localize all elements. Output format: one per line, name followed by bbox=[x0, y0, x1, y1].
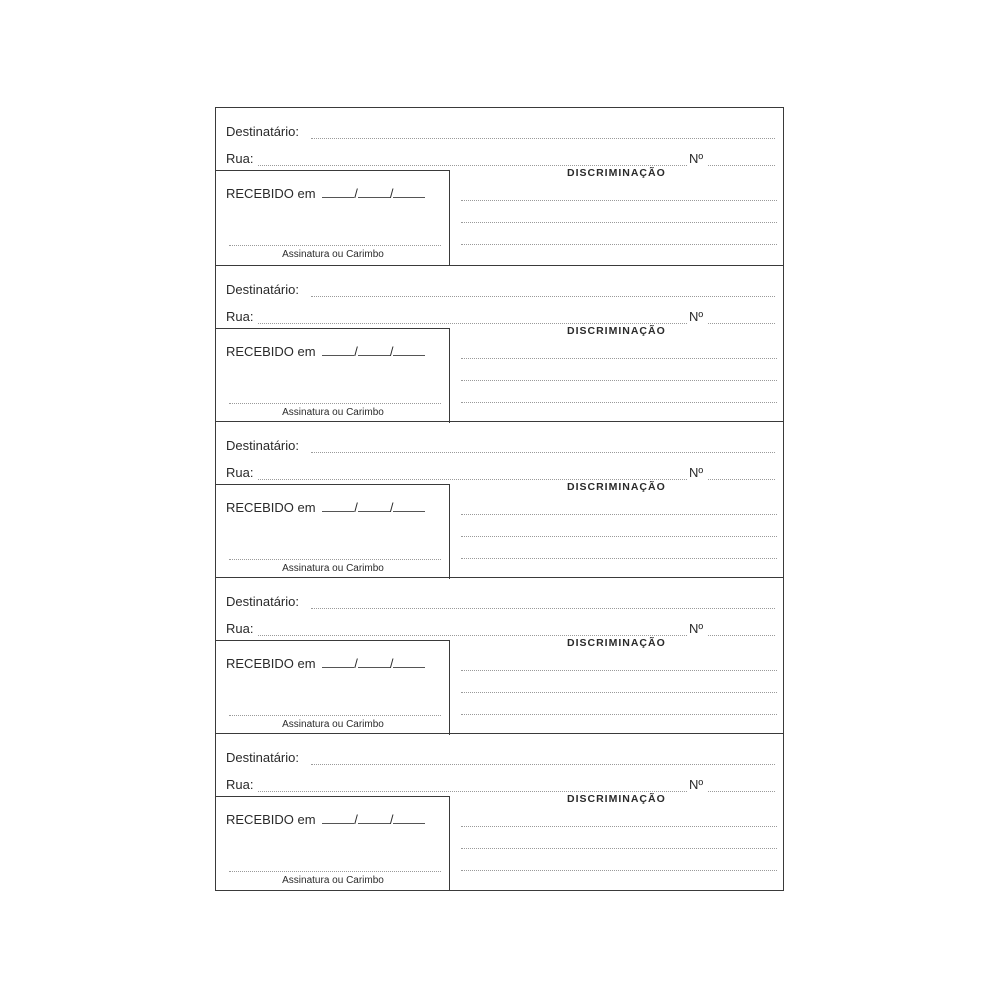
receipt-form bbox=[215, 107, 784, 891]
date-separator: / bbox=[354, 656, 358, 671]
signature-label: Assinatura ou Carimbo bbox=[282, 719, 384, 730]
numero-field[interactable] bbox=[708, 165, 775, 166]
rua-label: Rua: bbox=[226, 621, 254, 636]
numero-label: Nº bbox=[689, 621, 704, 636]
discriminacao-line[interactable] bbox=[461, 244, 777, 245]
signature-label: Assinatura ou Carimbo bbox=[282, 249, 384, 260]
received-date-line bbox=[226, 186, 425, 201]
rua-label: Rua: bbox=[226, 465, 254, 480]
discriminacao-title: DISCRIMINAÇÃO bbox=[567, 325, 666, 337]
day-field[interactable] bbox=[322, 813, 354, 824]
rua-label: Rua: bbox=[226, 151, 254, 166]
rua-field[interactable] bbox=[258, 323, 687, 324]
rua-field[interactable] bbox=[258, 791, 687, 792]
month-field[interactable] bbox=[358, 187, 390, 198]
rua-field[interactable] bbox=[258, 635, 687, 636]
date-separator: / bbox=[389, 656, 394, 671]
date-separator: / bbox=[389, 186, 394, 201]
numero-field[interactable] bbox=[708, 479, 775, 480]
receipt-slip bbox=[216, 108, 783, 265]
discriminacao-line[interactable] bbox=[461, 536, 777, 537]
signature-field[interactable] bbox=[229, 245, 441, 246]
date-separator: / bbox=[354, 186, 358, 201]
destinatario-field[interactable] bbox=[311, 608, 775, 609]
destinatario-field[interactable] bbox=[311, 764, 775, 765]
received-date-line bbox=[226, 812, 425, 827]
recebido-label: RECEBIDO em bbox=[226, 186, 316, 201]
recebido-label: RECEBIDO em bbox=[226, 500, 316, 515]
date-separator: / bbox=[389, 344, 394, 359]
destinatario-label: Destinatário: bbox=[226, 594, 299, 609]
discriminacao-title: DISCRIMINAÇÃO bbox=[567, 167, 666, 179]
day-field[interactable] bbox=[322, 657, 354, 668]
destinatario-label: Destinatário: bbox=[226, 282, 299, 297]
signature-label: Assinatura ou Carimbo bbox=[282, 563, 384, 574]
destinatario-field[interactable] bbox=[311, 452, 775, 453]
signature-label: Assinatura ou Carimbo bbox=[282, 875, 384, 886]
destinatario-label: Destinatário: bbox=[226, 750, 299, 765]
month-field[interactable] bbox=[358, 501, 390, 512]
signature-field[interactable] bbox=[229, 403, 441, 404]
rua-label: Rua: bbox=[226, 309, 254, 324]
received-box bbox=[216, 328, 450, 423]
day-field[interactable] bbox=[322, 501, 354, 512]
rua-label: Rua: bbox=[226, 777, 254, 792]
year-field[interactable] bbox=[393, 187, 425, 198]
recebido-label: RECEBIDO em bbox=[226, 656, 316, 671]
signature-field[interactable] bbox=[229, 559, 441, 560]
discriminacao-line[interactable] bbox=[461, 514, 777, 515]
discriminacao-line[interactable] bbox=[461, 222, 777, 223]
destinatario-label: Destinatário: bbox=[226, 438, 299, 453]
date-separator: / bbox=[354, 500, 358, 515]
discriminacao-title: DISCRIMINAÇÃO bbox=[567, 481, 666, 493]
year-field[interactable] bbox=[393, 657, 425, 668]
receipt-slip bbox=[216, 265, 783, 422]
destinatario-field[interactable] bbox=[311, 296, 775, 297]
numero-field[interactable] bbox=[708, 323, 775, 324]
recebido-label: RECEBIDO em bbox=[226, 344, 316, 359]
date-separator: / bbox=[389, 812, 394, 827]
numero-field[interactable] bbox=[708, 635, 775, 636]
numero-label: Nº bbox=[689, 777, 704, 792]
recebido-label: RECEBIDO em bbox=[226, 812, 316, 827]
discriminacao-line[interactable] bbox=[461, 826, 777, 827]
receipt-slip bbox=[216, 421, 783, 578]
discriminacao-title: DISCRIMINAÇÃO bbox=[567, 637, 666, 649]
discriminacao-line[interactable] bbox=[461, 558, 777, 559]
month-field[interactable] bbox=[358, 345, 390, 356]
numero-field[interactable] bbox=[708, 791, 775, 792]
month-field[interactable] bbox=[358, 657, 390, 668]
month-field[interactable] bbox=[358, 813, 390, 824]
numero-label: Nº bbox=[689, 309, 704, 324]
received-box bbox=[216, 484, 450, 579]
discriminacao-line[interactable] bbox=[461, 380, 777, 381]
received-box bbox=[216, 640, 450, 735]
destinatario-field[interactable] bbox=[311, 138, 775, 139]
destinatario-label: Destinatário: bbox=[226, 124, 299, 139]
year-field[interactable] bbox=[393, 813, 425, 824]
received-box bbox=[216, 170, 450, 265]
date-separator: / bbox=[354, 344, 358, 359]
received-date-line bbox=[226, 656, 425, 671]
numero-label: Nº bbox=[689, 465, 704, 480]
rua-field[interactable] bbox=[258, 479, 687, 480]
received-date-line bbox=[226, 500, 425, 515]
day-field[interactable] bbox=[322, 187, 354, 198]
discriminacao-line[interactable] bbox=[461, 670, 777, 671]
discriminacao-title: DISCRIMINAÇÃO bbox=[567, 793, 666, 805]
rua-field[interactable] bbox=[258, 165, 687, 166]
discriminacao-line[interactable] bbox=[461, 358, 777, 359]
signature-label: Assinatura ou Carimbo bbox=[282, 407, 384, 418]
year-field[interactable] bbox=[393, 501, 425, 512]
receipt-slip bbox=[216, 577, 783, 734]
date-separator: / bbox=[354, 812, 358, 827]
discriminacao-line[interactable] bbox=[461, 714, 777, 715]
received-box bbox=[216, 796, 450, 891]
discriminacao-line[interactable] bbox=[461, 402, 777, 403]
year-field[interactable] bbox=[393, 345, 425, 356]
discriminacao-line[interactable] bbox=[461, 692, 777, 693]
received-date-line bbox=[226, 344, 425, 359]
discriminacao-line[interactable] bbox=[461, 200, 777, 201]
numero-label: Nº bbox=[689, 151, 704, 166]
date-separator: / bbox=[389, 500, 394, 515]
discriminacao-line[interactable] bbox=[461, 870, 777, 871]
receipt-slip bbox=[216, 733, 783, 890]
discriminacao-line[interactable] bbox=[461, 848, 777, 849]
day-field[interactable] bbox=[322, 345, 354, 356]
signature-field[interactable] bbox=[229, 871, 441, 872]
signature-field[interactable] bbox=[229, 715, 441, 716]
